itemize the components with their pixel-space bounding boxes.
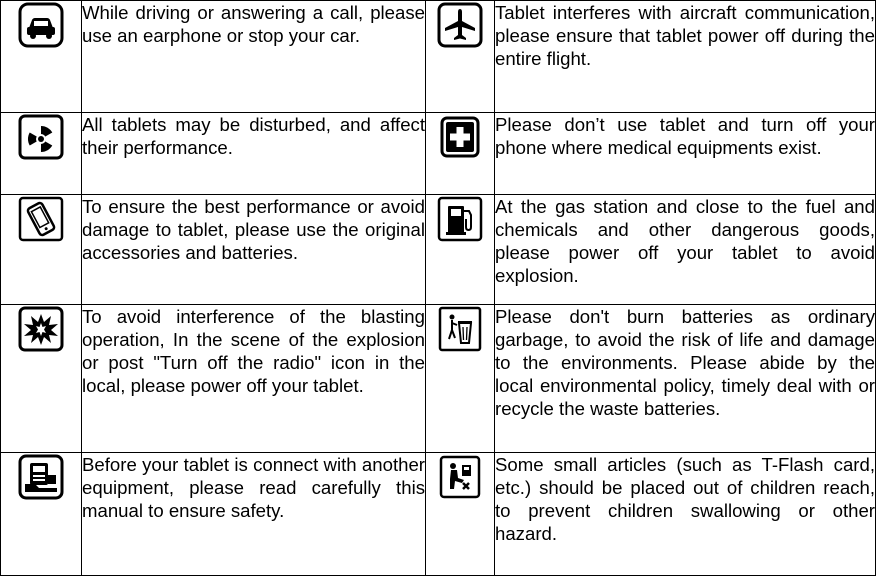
safety-text: While driving or answering a call, please use an earphone or stop your car. <box>82 1 426 113</box>
safety-text: At the gas station and close to the fuel and chemicals and other dangerous goods, please power off your tablet to avoid explosion. <box>495 195 876 305</box>
table-row <box>1 453 876 576</box>
fuel-pump-icon <box>436 195 484 243</box>
icon-cell <box>426 1 495 113</box>
car-icon <box>17 1 65 49</box>
table-row <box>1 305 876 453</box>
radiation-icon <box>17 113 65 161</box>
safety-text: Some small articles (such as T-Flash card, etc.) should be placed out of children reach, to prevent children swallowing or other hazard. <box>495 453 876 576</box>
child-hazard-icon <box>436 453 484 501</box>
icon-cell <box>426 453 495 576</box>
icon-cell <box>1 453 82 576</box>
explosion-icon <box>17 305 65 353</box>
icon-cell <box>1 195 82 305</box>
connect-equipment-icon <box>17 453 65 501</box>
icon-cell <box>426 305 495 453</box>
safety-text: To ensure the best performance or avoid damage to tablet, please use the original accessories and batteries. <box>82 195 426 305</box>
safety-text: All tablets may be disturbed, and affect their performance. <box>82 113 426 195</box>
icon-cell <box>1 113 82 195</box>
airplane-icon <box>436 1 484 49</box>
medical-cross-icon <box>436 113 484 161</box>
icon-cell <box>1 1 82 113</box>
trash-bin-icon <box>436 305 484 353</box>
icon-cell <box>426 113 495 195</box>
safety-text: Tablet interferes with aircraft communication, please ensure that tablet power off during the entire flight. <box>495 1 876 113</box>
safety-text: To avoid interference of the blasting operation, In the scene of the explosion or post "Turn off the radio" icon in the local, please power off your tablet. <box>82 305 426 453</box>
table-row <box>1 1 876 113</box>
tablet-accessory-icon <box>17 195 65 243</box>
safety-text: Please don't burn batteries as ordinary garbage, to avoid the risk of life and damage to the environments. Please abide by the local environmental policy, timely deal with or recycle the waste batteries. <box>495 305 876 453</box>
safety-text: Please don’t use tablet and turn off your phone where medical equipments exist. <box>495 113 876 195</box>
icon-cell <box>1 305 82 453</box>
table-row <box>1 195 876 305</box>
safety-text: Before your tablet is connect with another equipment, please read carefully this manual to ensure safety. <box>82 453 426 576</box>
icon-cell <box>426 195 495 305</box>
table-row <box>1 113 876 195</box>
